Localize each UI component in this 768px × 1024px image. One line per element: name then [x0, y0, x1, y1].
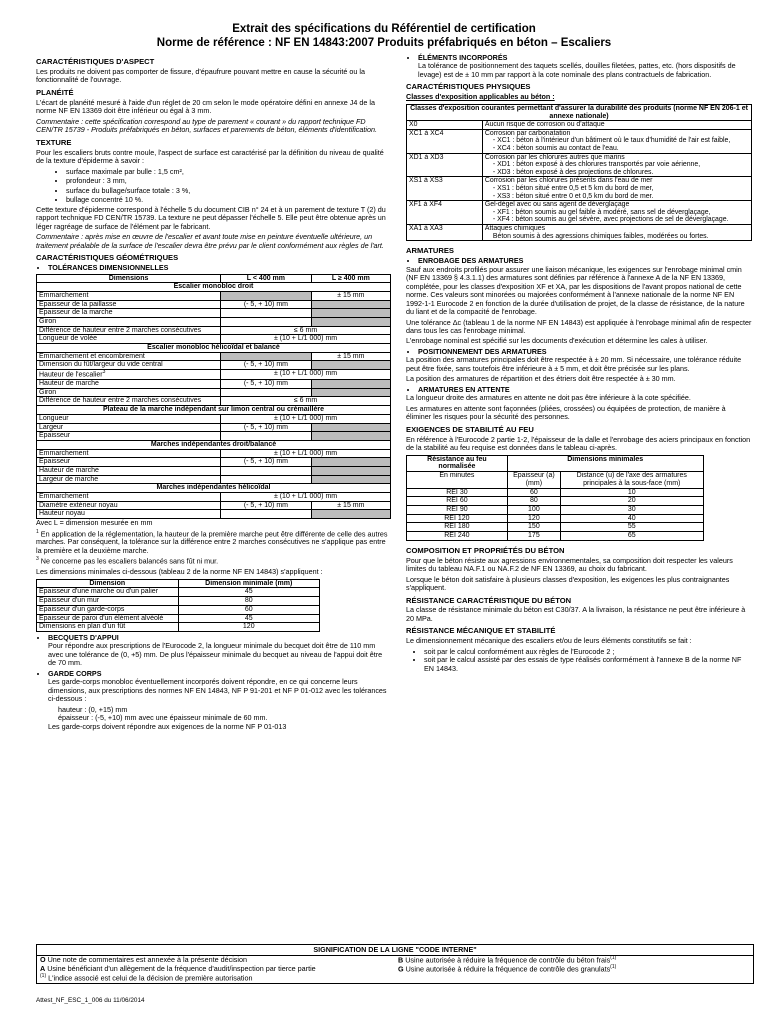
table-cell: ± (10 + L/1 000) mm: [221, 449, 391, 458]
table-cell: Epaisseur de paroi d'un élément alvéolé: [37, 614, 179, 623]
table-cell: 150: [507, 523, 560, 532]
table-section: Escalier monobloc droit: [37, 283, 391, 292]
table-cell: Hauteur de l'escalier$^3$: [37, 370, 221, 380]
garde-corps-item: épaisseur : (-5, +10) mm avec une épaisseur minimale de 60 mm.: [58, 713, 268, 723]
table-cell: ± (10 + L/1 000) mm: [221, 370, 391, 380]
table-section: Marches indépendantes hélicoïdal: [37, 484, 391, 493]
table-cell: Gel-dégel avec ou sans agent de déverglaçage - XF1 : béton soumis au gel faible à modéré, sans sel de déverglaçage, - XF4 : béton soumis au gel sévère, avec projections de sel de déverglaçage.: [482, 201, 751, 225]
table-cell: Différence de hauteur entre 2 marches consécutives: [37, 326, 221, 335]
table-cell: (- 5, + 10) mm: [221, 423, 312, 432]
table-cell: Emmarchement et encombrement: [37, 352, 221, 361]
table-cell: (- 5, + 10) mm: [221, 361, 312, 370]
table-cell: Corrosion par carbonatation - XC1 : béton à l'intérieur d'un bâtiment où le taux d'humidité de l'air est faible, - XC4 : béton soumis au contact de l'eau.: [482, 129, 751, 153]
table-cell: ± (10 + L/1 000) mm: [221, 414, 391, 423]
table-cell: 120: [507, 514, 560, 523]
table-cell: 45: [178, 588, 320, 597]
resistance-text: La classe de résistance minimale du béton est C30/37. A la livraison, la résistance ne peut être inférieure à 20 MPa.: [406, 605, 746, 623]
table-cell: 60: [178, 605, 320, 614]
resistance-heading: RÉSISTANCE CARACTÉRISTIQUE DU BÉTON: [406, 595, 572, 605]
physical-heading: CARACTÉRISTIQUES PHYSIQUES: [406, 82, 531, 92]
table-cell: X0: [407, 121, 483, 130]
fire-heading: EXIGENCES DE STABILITÉ AU FEU: [406, 424, 534, 434]
garde-corps-heading: GARDE CORPS: [48, 668, 102, 678]
table-cell: Epaisseur (a) (mm): [507, 472, 560, 488]
table-cell: REI 180: [407, 523, 508, 532]
table-section: Escalier monobloc hélicoïdal et balancé: [37, 344, 391, 353]
exposure-table: [406, 104, 752, 241]
table-cell: Dimension du fût/largeur du vide central: [37, 361, 221, 370]
table-cell: En minutes: [407, 472, 508, 488]
table-header: Dimension minimale (mm): [178, 579, 320, 588]
garde-corps-text-2: Les garde-corps doivent répondre aux exigences de la norme NF P 01-013: [48, 721, 287, 731]
table-cell: Epaisseur d'un mur: [37, 597, 179, 606]
code-g: G Usine autorisée à réduire la fréquence de contrôle des granulats$^{(1)}$: [398, 964, 617, 974]
table-cell: Dimensions en plan d'un fût: [37, 623, 179, 632]
table-cell: REI 30: [407, 488, 508, 497]
mechanical-bullet: • soit par le calcul conformément aux règles de l'Eurocode 2 ;: [424, 648, 752, 656]
table-cell: Différence de hauteur entre 2 marches consécutives: [37, 397, 221, 406]
table-cell: (- 5, + 10) mm: [221, 380, 312, 389]
table-cell: Corrosion par les chlorures présents dans l'eau de mer - XS1 : béton situé entre 0,5 et 5 km du bord de mer, - XS3 : béton situé entre 0 et 0,5 km du bord de mer.: [482, 177, 751, 201]
table-cell: 60: [507, 488, 560, 497]
table-cell: Epaisseur de la marche: [37, 309, 221, 318]
table-cell: Hauteur de marche: [37, 466, 221, 475]
aspect-text: Les produits ne doivent pas comporter de fissure, d'épaufrure pouvant mettre en cause la sécurité ou la fonctionnalité de l'ouvrage.: [36, 66, 365, 85]
document-reference: Attest_NF_ESC_1_006 du 11/06/2014: [36, 997, 145, 1004]
table-cell: ≤ 6 mm: [221, 397, 391, 406]
table-cell: XA1 à XA3: [407, 224, 483, 240]
table-cell: Epaisseur de la paillasse: [37, 300, 221, 309]
code-o: O Une note de commentaires est annexée à la présente décision: [40, 955, 247, 965]
table-cell: REI 90: [407, 505, 508, 514]
mechanical-bullet: • soit par le calcul assisté par des essais de type réalisés conformément à l'annexe B de la norme NF EN 14843.: [424, 656, 752, 673]
note-l: Avec L = dimension mesurée en mm: [36, 518, 153, 528]
fire-text: En référence à l'Eurocode 2 partie 1-2, l'épaisseur de la dalle et l'enrobage des aciers principaux en fonction de la stabilité au feu requise est données dans le tableau ci-après.: [406, 434, 751, 453]
texture-bullet: • surface maximale par bulle : 1,5 cm²,: [66, 168, 391, 176]
footnote-1: $^1$ En application de la réglementation, la hauteur de la première marche peut être différente de celle des autres marches. Par conséquent, la tolérance sur la différence entre 2 marches consécutives ne s'applique pas entre la première et la deuxième marche.: [36, 528, 388, 555]
title-line-2: Norme de référence : NF EN 14843:2007 Produits préfabriqués en béton – Escaliers: [156, 37, 612, 50]
attente-text-1: La longueur droite des armatures en attente ne doit pas être inférieure à la cote spécifiée.: [406, 393, 691, 403]
table-cell: Largeur de marche: [37, 475, 221, 484]
mechanical-text: Le dimensionnement mécanique des escaliers et/ou de leurs éléments constitutifs se fait :: [406, 636, 692, 646]
table-cell: Epaisseur: [37, 458, 221, 467]
planeite-comment: Commentaire : cette spécification correspond au type de parement « courant » du rapport technique FD CEN/TR 15739 - Produits préfabriqués en béton, surfaces et parements de béton, éléments d'identification.: [36, 116, 377, 135]
table-cell: 80: [507, 497, 560, 506]
positionnement-text-1: La position des armatures principales doit être respectée à ± 20 mm. Si nécessaire, une tolérance réduite peut être fixée, sans toutefois être inférieure à ± 5 mm, et doit être précisée sur les plans.: [406, 355, 742, 373]
texture-bullet: • profondeur : 3 mm,: [66, 177, 391, 185]
table-cell: ± (10 + L/1 000) mm: [221, 493, 391, 502]
table-cell: Largeur: [37, 423, 221, 432]
table-cell: 10: [560, 488, 703, 497]
enrobage-text-2: Une tolérance Δc (tableau 1 de la norme NF EN 14843) est appliquée à l'enrobage minimal afin de respecter dans tous les cas l'enrobage minimal.: [406, 317, 752, 335]
table-cell: XC1 à XC4: [407, 129, 483, 153]
table-cell: Diamètre extérieur noyau: [37, 501, 221, 510]
enrobage-text-1: Sauf aux endroits profilés pour assurer une liaison mécanique, les exigences sur l'enrobage minimal cmin (NF EN 13369 § 4.3.1.1) des armatures sont définies par référence à l'annexe A de la NF EN 13369, complétée, pour les classes d'exposition XF et XA, par les dispositions de l'avant propos national de cette norme. Ces valeurs sont minorées ou majorées conformément à l'annexe nationale de la norme NF EN 1992-1-1 Eurocode 2 en fonction de la durée d'utilisation de projet, de la classe de résistance, de la nature du liant et de la compacité de l'enrobage.: [406, 264, 745, 317]
table-cell: Corrosion par les chlorures autres que marins - XD1 : béton exposé à des chlorures transportés par voie aérienne, - XD3 : béton exposé à des projections de chlorures.: [482, 153, 751, 177]
table-cell: Epaisseur d'un garde-corps: [37, 605, 179, 614]
table-cell: Longueur de volée: [37, 335, 221, 344]
table-cell: 40: [560, 514, 703, 523]
table-section: Marches indépendantes droit/balancé: [37, 440, 391, 449]
table-cell: Giron: [37, 388, 221, 397]
table-cell: 45: [178, 614, 320, 623]
table-cell: Hauteur de marche: [37, 380, 221, 389]
table-header: Classes d'exposition courantes permettant d'assurer la durabilité des produits (norme NF EN 206-1 et annexe nationale): [407, 104, 752, 120]
texture-bullet: • bullage concentré 10 %.: [66, 196, 391, 204]
table-cell: 120: [178, 623, 320, 632]
table-header: Dimension: [37, 579, 179, 588]
table-cell: Longueur: [37, 414, 221, 423]
table-cell: ± 15 mm: [311, 291, 390, 300]
enrobage-text-3: L'enrobage nominal est spécifié sur les documents d'exécution et détermine les cales à utiliser.: [406, 336, 708, 346]
texture-list: [54, 168, 391, 205]
table-cell: Epaisseur d'une marche ou d'un palier: [37, 588, 179, 597]
code-interne-box: [36, 944, 754, 984]
texture-heading: TEXTURE: [36, 137, 72, 147]
tolerance-heading: TOLÉRANCES DIMENSIONNELLES: [48, 263, 169, 273]
attente-text-2: Les armatures en attente sont façonnées (pliées, crossées) ou équipées de protection, de manière à éliminer les risques pour la sécurité des personnes.: [406, 403, 726, 422]
becquets-heading: BECQUETS D'APPUI: [48, 632, 119, 642]
table-cell: (- 5, + 10) mm: [221, 300, 312, 309]
tolerance-table: [36, 274, 391, 520]
table-cell: XD1 à XD3: [407, 153, 483, 177]
table-cell: 100: [507, 505, 560, 514]
composition-text-1: Pour que le béton résiste aux agressions environnementales, sa composition doit respecter les valeurs limites du tableau NA.F.1 ou NA.F.2 de NF EN 13369, au choix du fabricant.: [406, 555, 733, 574]
texture-bullet: • surface du bullage/surface totale : 3 %,: [66, 187, 391, 195]
mechanical-heading: RÉSISTANCE MÉCANIQUE ET STABILITÉ: [406, 626, 556, 636]
table-cell: 30: [560, 505, 703, 514]
exposure-subheading: Classes d'exposition applicables au béton :: [406, 92, 555, 102]
table-cell: 175: [507, 531, 560, 540]
table-cell: (- 5, + 10) mm: [221, 458, 312, 467]
table-cell: ≤ 6 mm: [221, 326, 391, 335]
garde-corps-text: Les garde-corps monobloc éventuellement incorporés doivent répondre, en ce qui concerne leurs dimensions, aux prescriptions des normes NF EN 14843, NF P 91-201 et NF P 01-012 avec les tolérances ci-dessous :: [48, 677, 387, 704]
table-cell: REI 120: [407, 514, 508, 523]
texture-comment: Commentaire : après mise en œuvre de l'escalier et avant toute mise en peinture éventuelle ultérieure, un traitement préalable de la surface de l'escalier devra être prévu par le client conformément aux règles de l'art.: [36, 232, 384, 250]
table-cell: Emmarchement: [37, 291, 221, 300]
attente-heading: ARMATURES EN ATTENTE: [418, 384, 510, 394]
table-cell: XS1 à XS3: [407, 177, 483, 201]
table-header: Dimensions minimales: [507, 455, 703, 471]
armatures-heading: ARMATURES: [406, 246, 454, 256]
table-cell: Giron: [37, 317, 221, 326]
table-cell: ± (10 + L/1 000) mm: [221, 335, 391, 344]
table-cell: Hauteur noyau: [37, 510, 221, 519]
table-cell: Emmarchement: [37, 493, 221, 502]
left-column: [36, 54, 391, 733]
table-cell: 55: [560, 523, 703, 532]
min-dimensions-text: Les dimensions minimales ci-dessous (tableau 2 de la norme NF EN 14843) s'appliquent :: [36, 567, 323, 577]
table-cell: 65: [560, 531, 703, 540]
texture-text: Pour les escaliers bruts contre moule, l'aspect de surface est caractérisé par la définition du niveau de qualité de la texture d'épiderme à savoir :: [36, 147, 384, 166]
composition-heading: COMPOSITION ET PROPRIÉTÉS DU BÉTON: [406, 545, 565, 555]
min-dimensions-table: [36, 579, 320, 632]
table-header: L ≥ 400 mm: [311, 274, 390, 283]
table-header: Résistance au feu normalisée: [407, 455, 508, 471]
table-cell: Epaisseur: [37, 432, 221, 441]
positionnement-text-2: La position des armatures de répartition et des étriers doit être respectée à ± 30 mm.: [406, 374, 676, 384]
table-cell: 80: [178, 597, 320, 606]
becquets-text: Pour répondre aux prescriptions de l'Eurocode 2, la longueur minimale du becquet doit être de 110 mm avec une tolérance de (0, +5) mm. De plus l'épaisseur minimale du becquet au niveau de l'appui doit être de 70 mm.: [48, 641, 383, 668]
geo-heading: CARACTÉRISTIQUES GÉOMÉTRIQUES: [36, 253, 179, 263]
footnote-3: $^3$ Ne concerne pas les escaliers balancés sans fût ni mur.: [36, 556, 219, 566]
table-cell: XF1 à XF4: [407, 201, 483, 225]
table-section: Plateau de la marche indépendant sur limon central ou crémaillère: [37, 406, 391, 415]
title-line-1: Extrait des spécifications du Référentiel de certification: [232, 23, 536, 35]
document-title: [0, 22, 768, 51]
table-cell: 20: [560, 497, 703, 506]
garde-corps-item: hauteur : (0, +15) mm: [58, 704, 128, 714]
table-cell: ± 15 mm: [311, 352, 390, 361]
elements-heading: ÉLÉMENTS INCORPORÉS: [418, 53, 508, 62]
positionnement-heading: POSITIONNEMENT DES ARMATURES: [418, 346, 547, 356]
table-header: L < 400 mm: [221, 274, 312, 283]
table-cell: REI 240: [407, 531, 508, 540]
planeite-text: L'écart de planéité mesuré à l'aide d'un réglet de 20 cm selon le mode opératoire défini en annexe J4 de la norme NF EN 13369 doit être inférieur ou égal à 3 mm.: [36, 97, 375, 116]
code-note: $^{(1)}$ L'indice associé est celui de la décision de première autorisation: [40, 973, 253, 983]
composition-text-2: Lorsque le béton doit satisfaire à plusieurs classes d'exposition, les exigences les plus contraignantes s'appliquent.: [406, 574, 730, 593]
right-column: [406, 54, 752, 673]
code-b: B Usine autorisée à réduire la fréquence de contrôle du béton frais$^{(1)}$: [398, 955, 617, 965]
table-cell: (- 5, + 10) mm: [221, 501, 312, 510]
table-cell: Aucun risque de corrosion ou d'attaque: [482, 121, 751, 130]
table-cell: Emmarchement: [37, 449, 221, 458]
fire-table: [406, 455, 704, 541]
table-cell: ± 15 mm: [311, 501, 390, 510]
code-interne-heading: SIGNIFICATION DE LA LIGNE "CODE INTERNE": [37, 945, 753, 956]
table-header: Dimensions: [37, 274, 221, 283]
table-cell: Distance (u) de l'axe des armatures principales à la sous-face (mm): [560, 472, 703, 488]
code-a: A Usine bénéficiant d'un allègement de la fréquence d'audit/inspection par tierce partie: [40, 964, 316, 974]
enrobage-heading: ENROBAGE DES ARMATURES: [418, 256, 524, 266]
planeite-heading: PLANÉITÉ: [36, 87, 74, 97]
table-cell: REI 60: [407, 497, 508, 506]
elements-text: La tolérance de positionnement des taquets scellés, douilles filetées, pattes, etc. (hors dispositifs de levage) est de ± 10 mm par rapport à la cote nominale des plans contractuels de fabrication.: [418, 61, 736, 79]
texture-text-2: Cette texture d'épiderme correspond à l'échelle 5 du document CIB n° 24 et à un parement de texture T (2) du rapport technique FD CEN/TR 15739. La texture ne peut dépasser l'échelle 5. Elle peut être obtenue après un léger ragréage de surface de l'élément par le fabricant.: [36, 204, 386, 231]
table-cell: Attaques chimiques Béton soumis à des agressions chimiques faibles, modérées ou fortes.: [482, 224, 751, 240]
aspect-heading: CARACTÉRISTIQUES D'ASPECT: [36, 57, 155, 66]
